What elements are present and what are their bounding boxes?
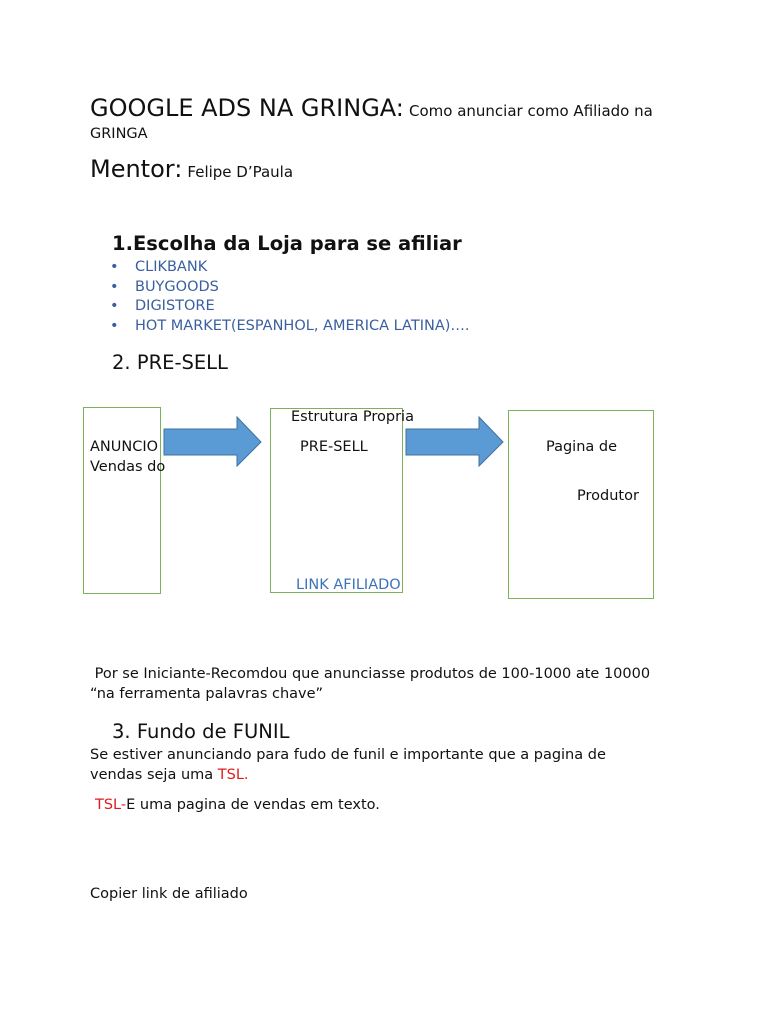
- bullet-icon: •: [110, 317, 119, 334]
- section-3-number: 3.: [112, 720, 131, 743]
- arrow-right-icon: [405, 416, 505, 468]
- title-sub-continued: GRINGA: [90, 126, 148, 142]
- tsl-text: E uma pagina de vendas em texto.: [126, 797, 380, 813]
- list-item: • BUYGOODS: [110, 278, 470, 298]
- bullet-icon: •: [110, 278, 119, 295]
- section-2-number: 2.: [112, 351, 131, 374]
- store-list: [110, 258, 470, 336]
- ad-box-line1: ANUNCIO: [90, 439, 159, 455]
- section-1-number: 1.: [112, 232, 133, 255]
- section-2-heading: [112, 351, 228, 375]
- beginner-note-line1: Por se Iniciante-Recomdou que anunciasse produtos de 100-1000 ate 10000: [90, 666, 651, 682]
- section-1-heading: [112, 232, 462, 256]
- producer-box-line2: Produtor: [577, 488, 639, 504]
- bullet-icon: •: [110, 298, 119, 315]
- arrow-right-icon: [163, 416, 263, 468]
- affiliate-link[interactable]: LINK AFILIADO: [296, 577, 401, 593]
- ad-box-line2: Vendas do: [90, 459, 166, 475]
- tsl-definition: [95, 795, 380, 815]
- list-item: • CLIKBANK: [110, 258, 470, 278]
- tsl-highlight: TSL.: [217, 767, 249, 783]
- mentor-name: Felipe D’Paula: [187, 163, 294, 181]
- funnel-paragraph-line2: vendas seja uma TSL.: [90, 767, 249, 783]
- arrow-shape-1: [164, 417, 261, 466]
- presell-label: PRE-SELL: [300, 439, 368, 455]
- page-title: [90, 94, 653, 122]
- section-3-heading: [112, 720, 289, 744]
- bullet-icon: •: [110, 259, 119, 275]
- section-2-title: PRE-SELL: [136, 351, 228, 374]
- title-main: GOOGLE ADS NA GRINGA:: [90, 94, 404, 122]
- list-item: • DIGISTORE: [110, 297, 470, 317]
- presell-box: [270, 408, 403, 593]
- presell-caption: Estrutura Propria: [291, 409, 414, 425]
- section-1-title: Escolha da Loja para se afiliar: [132, 232, 462, 255]
- beginner-note-line2: “na ferramenta palavras chave”: [90, 686, 324, 702]
- ad-box: [83, 407, 161, 594]
- tsl-label: TSL-: [95, 797, 127, 813]
- title-sub: Como anunciar como Afiliado na: [408, 102, 653, 120]
- copy-affiliate-link-note: Copier link de afiliado: [90, 886, 248, 902]
- section-3-title: Fundo de FUNIL: [136, 720, 290, 743]
- mentor-label: Mentor:: [90, 155, 183, 183]
- list-item: • HOT MARKET(ESPANHOL, AMERICA LATINA)….: [110, 317, 470, 337]
- arrow-shape-2: [406, 417, 503, 466]
- funnel-paragraph-line1: Se estiver anunciando para fudo de funil e importante que a pagina de: [90, 747, 606, 763]
- producer-box-line1: Pagina de: [546, 439, 618, 455]
- mentor-line: [90, 155, 293, 183]
